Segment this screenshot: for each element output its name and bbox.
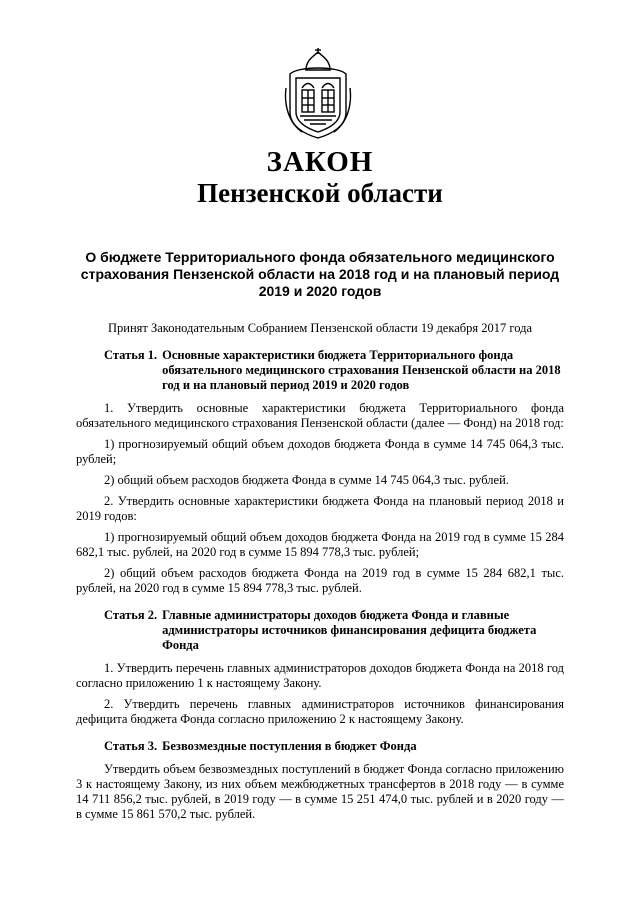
region-title: Пензенской области <box>197 178 443 208</box>
paragraph: 1. Утвердить перечень главных администраторов доходов бюджета Фонда на 2018 год согласно приложению 1 к настоящему Закону. <box>76 661 564 690</box>
paragraph: 1) прогнозируемый общий объем доходов бюджета Фонда на 2019 год в сумме 15 284 682,1 тыс. рублей, на 2020 год в сумме 15 894 778,3 тыс. рублей; <box>76 530 564 559</box>
article-number: Статья 3. <box>104 739 158 753</box>
article-number: Статья 1. <box>104 348 158 362</box>
paragraph: 2. Утвердить основные характеристики бюджета Фонда на плановый период 2018 и 2019 годов: <box>76 494 564 523</box>
paragraph: Утвердить объем безвозмездных поступлений в бюджет Фонда согласно приложению 3 к настоящему Закону, из них объем межбюджетных трансфертов в 2018 году — в сумме 14 711 856,2 тыс. рублей, в 2019 году — в сумме 15 251 474,0 тыс. рублей и в 2020 году — в сумме 15 861 570,2 тыс. рублей. <box>76 762 564 821</box>
paragraph: 2. Утвердить перечень главных администраторов источников финансирования дефицита бюджета Фонда согласно приложению 2 к настоящему Закону. <box>76 697 564 726</box>
article-number: Статья 2. <box>104 608 158 622</box>
paragraph: 1) прогнозируемый общий объем доходов бюджета Фонда в сумме 14 745 064,3 тыс. рублей; <box>76 437 564 466</box>
law-subtitle: О бюджете Территориального фонда обязательного медицинского страхования Пензенской области на 2018 год и на плановый период 2019 и 2020 годов <box>80 249 560 299</box>
document-type-title: ЗАКОН <box>266 146 374 178</box>
paragraph: 1. Утвердить основные характеристики бюджета Территориального фонда обязательного медицинского страхования Пензенской области (далее — Фонд) на 2018 год: <box>76 401 564 430</box>
article-title: Главные администраторы доходов бюджета Фонда и главные администраторы источников финансирования дефицита бюджета Фонда <box>162 608 537 652</box>
article-heading <box>76 348 564 393</box>
article-title: Основные характеристики бюджета Территориального фонда обязательного медицинского страхования Пензенской области на 2018 год и на плановый период 2019 и 2020 годов <box>162 348 561 392</box>
coat-of-arms-emblem <box>284 48 352 140</box>
paragraph: 2) общий объем расходов бюджета Фонда на 2019 год в сумме 15 284 682,1 тыс. рублей, на 2020 год в сумме 15 894 778,3 тыс. рублей. <box>76 566 564 595</box>
paragraph: 2) общий объем расходов бюджета Фонда в сумме 14 745 064,3 тыс. рублей. <box>104 473 509 487</box>
article-title: Безвозмездные поступления в бюджет Фонда <box>162 739 417 753</box>
law-body <box>76 348 564 828</box>
article-heading <box>76 608 564 653</box>
article-heading <box>76 739 564 754</box>
adoption-note: Принят Законодательным Собранием Пензенской области 19 декабря 2017 года <box>107 321 533 335</box>
